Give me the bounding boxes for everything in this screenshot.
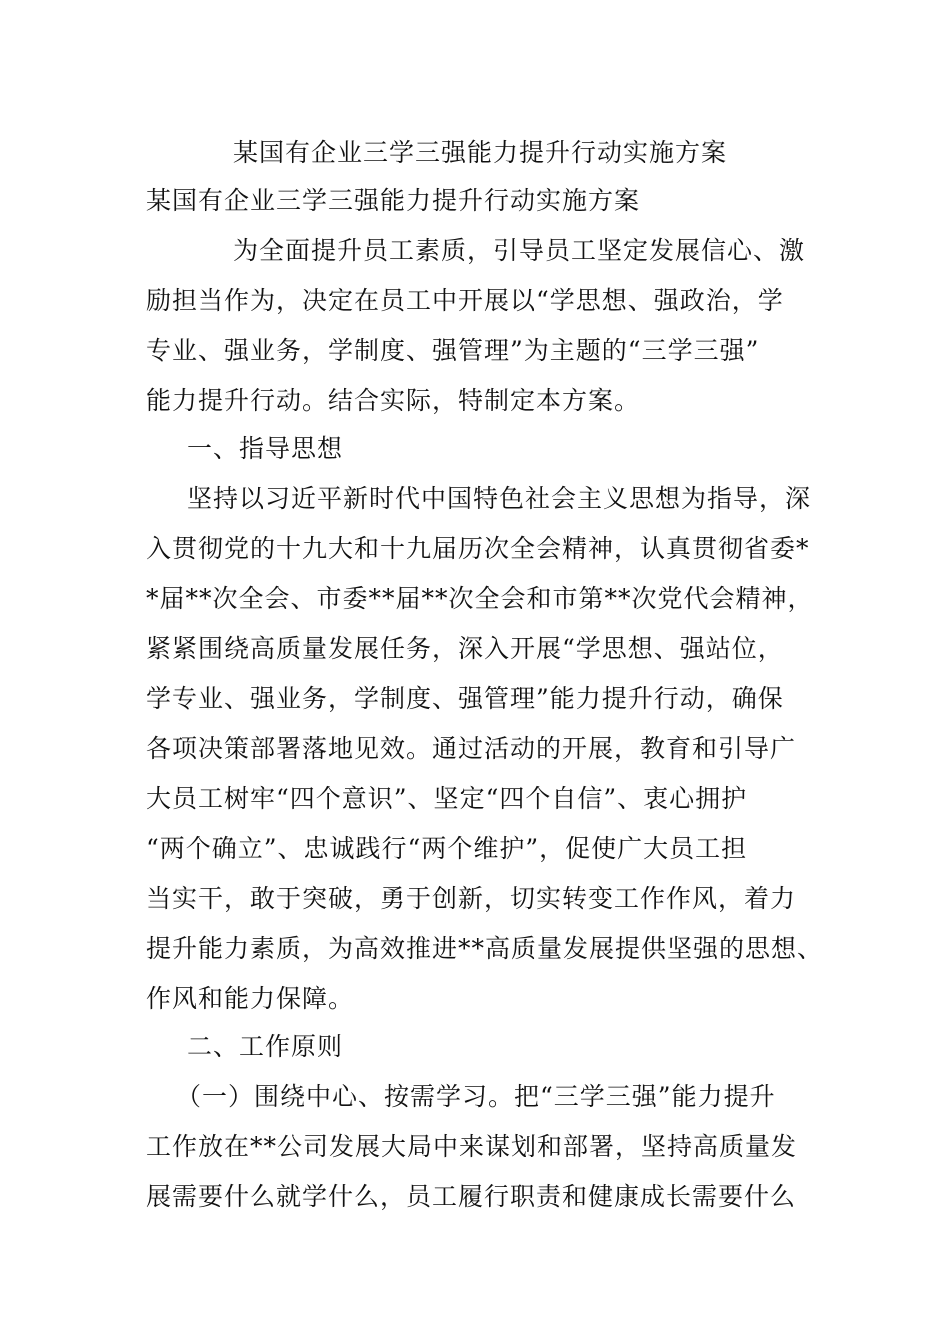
paragraph-line: 专业、强业务，学制度、强管理”为主题的“三学三强”	[146, 336, 760, 365]
paragraph-line: “两个确立”、忠诚践行“两个维护”，促使广大员工担	[146, 834, 748, 863]
paragraph-line: （一）围绕中心、按需学习。把“三学三强”能力提升	[176, 1082, 776, 1111]
paragraph-line: 展需要什么就学什么，员工履行职责和健康成长需要什么	[146, 1182, 797, 1211]
paragraph-line: 各项决策部署落地见效。通过活动的开展，教育和引导广	[146, 734, 797, 763]
paragraph-line: 当实干，敢于突破，勇于创新，切实转变工作作风，着力	[146, 884, 797, 913]
document-subtitle: 某国有企业三学三强能力提升行动实施方案	[146, 186, 641, 215]
paragraph-line: 坚持以习近平新时代中国特色社会主义思想为指导，深	[187, 484, 812, 513]
paragraph-line: 学专业、强业务，学制度、强管理”能力提升行动，确保	[146, 684, 784, 713]
section-heading: 一、指导思想	[187, 434, 344, 463]
paragraph-line: 能力提升行动。结合实际，特制定本方案。	[146, 386, 641, 415]
paragraph-line: 作风和能力保障。	[146, 984, 355, 1013]
document-title: 某国有企业三学三强能力提升行动实施方案	[233, 138, 728, 167]
paragraph-line: 紧紧围绕高质量发展任务，深入开展“学思想、强站位，	[146, 634, 784, 663]
paragraph-line: *届**次全会、市委**届**次全会和市第**次党代会精神，	[146, 584, 814, 613]
section-heading: 二、工作原则	[187, 1032, 344, 1061]
paragraph-line: 大员工树牢“四个意识”、坚定“四个自信”、衷心拥护	[146, 784, 748, 813]
paragraph-line: 励担当作为，决定在员工中开展以“学思想、强政治，学	[146, 286, 784, 315]
paragraph-line: 工作放在**公司发展大局中来谋划和部署，坚持高质量发	[146, 1132, 798, 1161]
paragraph-line: 为全面提升员工素质，引导员工坚定发展信心、激	[233, 236, 806, 265]
paragraph-line: 提升能力素质，为高效推进**高质量发展提供坚强的思想、	[146, 934, 824, 963]
paragraph-line: 入贯彻党的十九大和十九届历次全会精神，认真贯彻省委*	[146, 534, 810, 563]
